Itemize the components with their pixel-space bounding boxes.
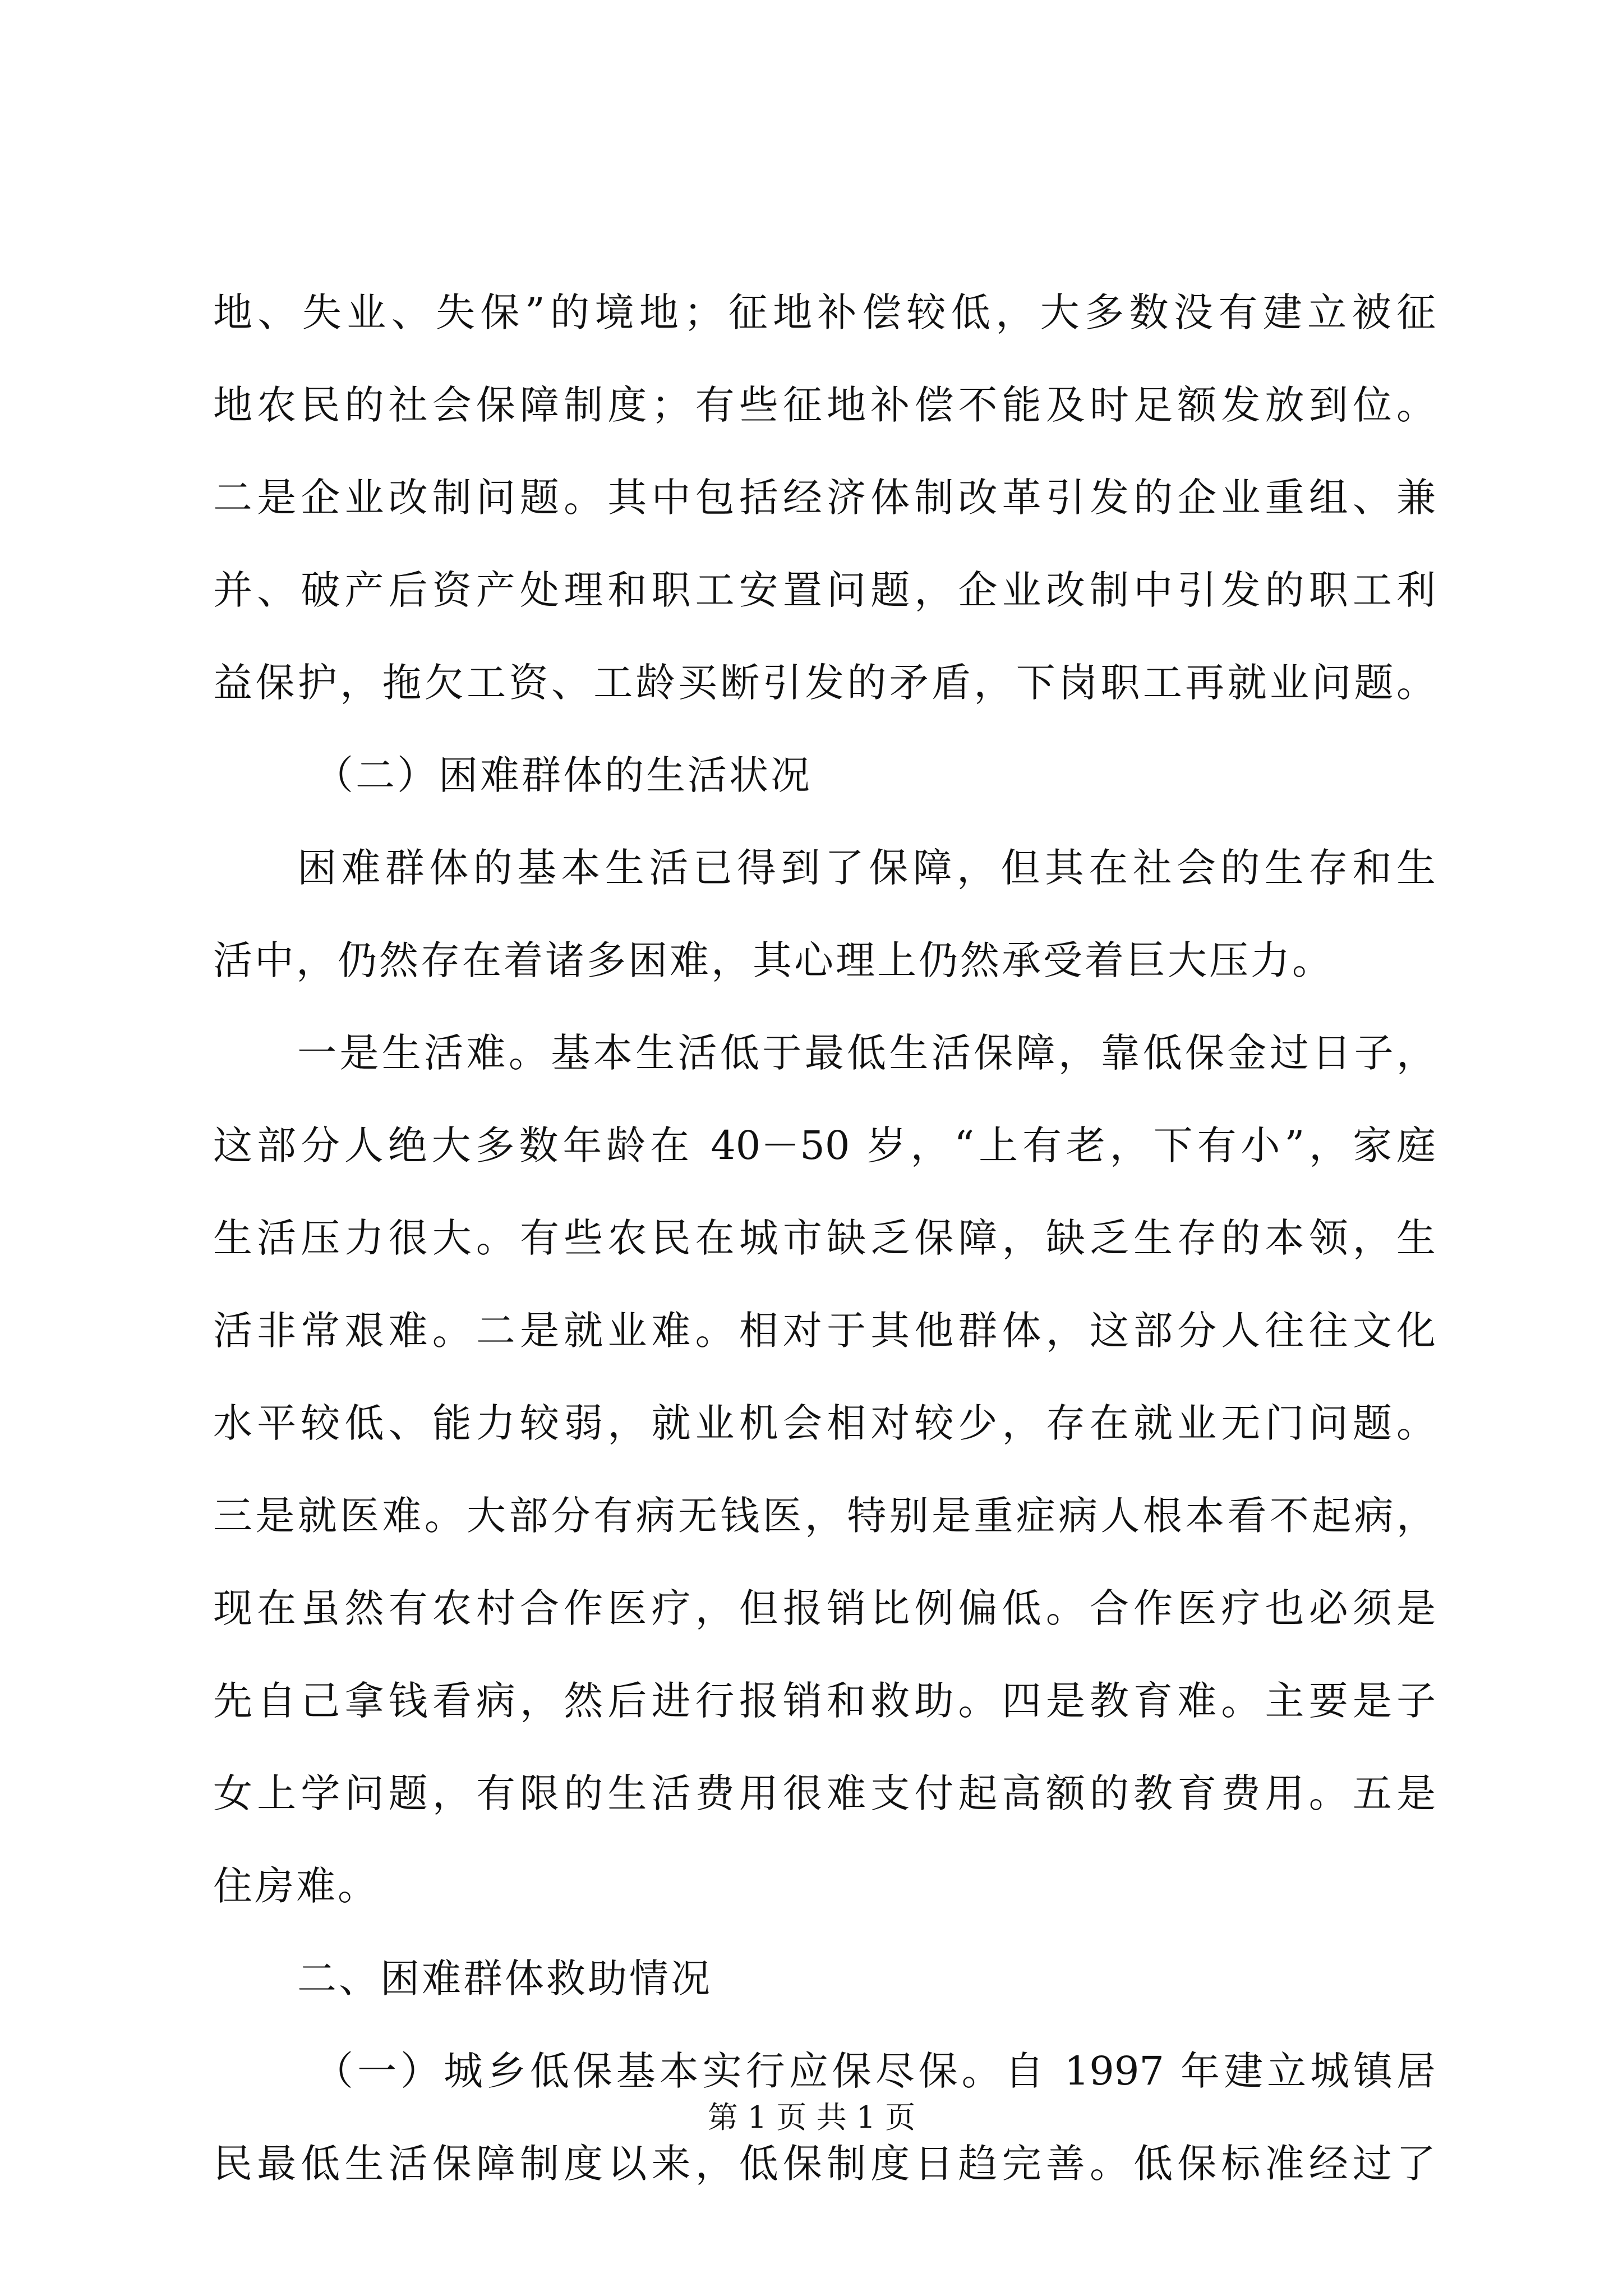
- text-line: 活中，仍然存在着诸多困难，其心理上仍然承受着巨大压力。: [213, 937, 1334, 983]
- text-line: 住房难。: [213, 1863, 379, 1909]
- text-line: 先自己拿钱看病，然后进行报销和救助。四是教育难。主要是子: [213, 1678, 1436, 1724]
- paragraph-start-line: 一是生活难。基本生活低于最低生活保障，靠低保金过日子，: [297, 1030, 1436, 1076]
- page-footer: [0, 2095, 1623, 2140]
- section-heading: （二）困难群体的生活状况: [314, 752, 812, 798]
- paragraph-start-line: 困难群体的基本生活已得到了保障，但其在社会的生存和生: [297, 845, 1436, 891]
- text-line: 活非常艰难。二是就业难。相对于其他群体，这部分人往往文化: [213, 1308, 1436, 1354]
- document-body: [213, 266, 1436, 2210]
- page-number-label: 第 1 页 共 1 页: [707, 2100, 916, 2135]
- text-line: 生活压力很大。有些农民在城市缺乏保障，缺乏生存的本领，生: [213, 1215, 1436, 1261]
- text-line: 并、破产后资产处理和职工安置问题，企业改制中引发的职工利: [213, 567, 1436, 613]
- subsection-start-line: （一）城乡低保基本实行应保尽保。自 1997 年建立城镇居: [314, 2048, 1436, 2094]
- text-line: 地农民的社会保障制度；有些征地补偿不能及时足额发放到位。: [213, 382, 1436, 428]
- text-line: 女上学问题，有限的生活费用很难支付起高额的教育费用。五是: [213, 1770, 1436, 1816]
- section-heading: 二、困难群体救助情况: [297, 1955, 712, 2001]
- text-line: 地、失业、失保”的境地；征地补偿较低，大多数没有建立被征: [213, 289, 1436, 335]
- text-line: 水平较低、能力较弱，就业机会相对较少，存在就业无门问题。: [213, 1400, 1436, 1446]
- text-line: 三是就医难。大部分有病无钱医，特别是重症病人根本看不起病，: [213, 1493, 1436, 1539]
- text-line: 二是企业改制问题。其中包括经济体制改革引发的企业重组、兼: [213, 475, 1436, 521]
- text-line: 益保护，拖欠工资、工龄买断引发的矛盾，下岗职工再就业问题。: [213, 660, 1436, 706]
- text-line: 现在虽然有农村合作医疗，但报销比例偏低。合作医疗也必须是: [213, 1585, 1436, 1631]
- text-line: 民最低生活保障制度以来，低保制度日趋完善。低保标准经过了: [213, 2141, 1436, 2187]
- text-line: 这部分人绝大多数年龄在 40－50 岁，“上有老，下有小”，家庭: [213, 1122, 1436, 1168]
